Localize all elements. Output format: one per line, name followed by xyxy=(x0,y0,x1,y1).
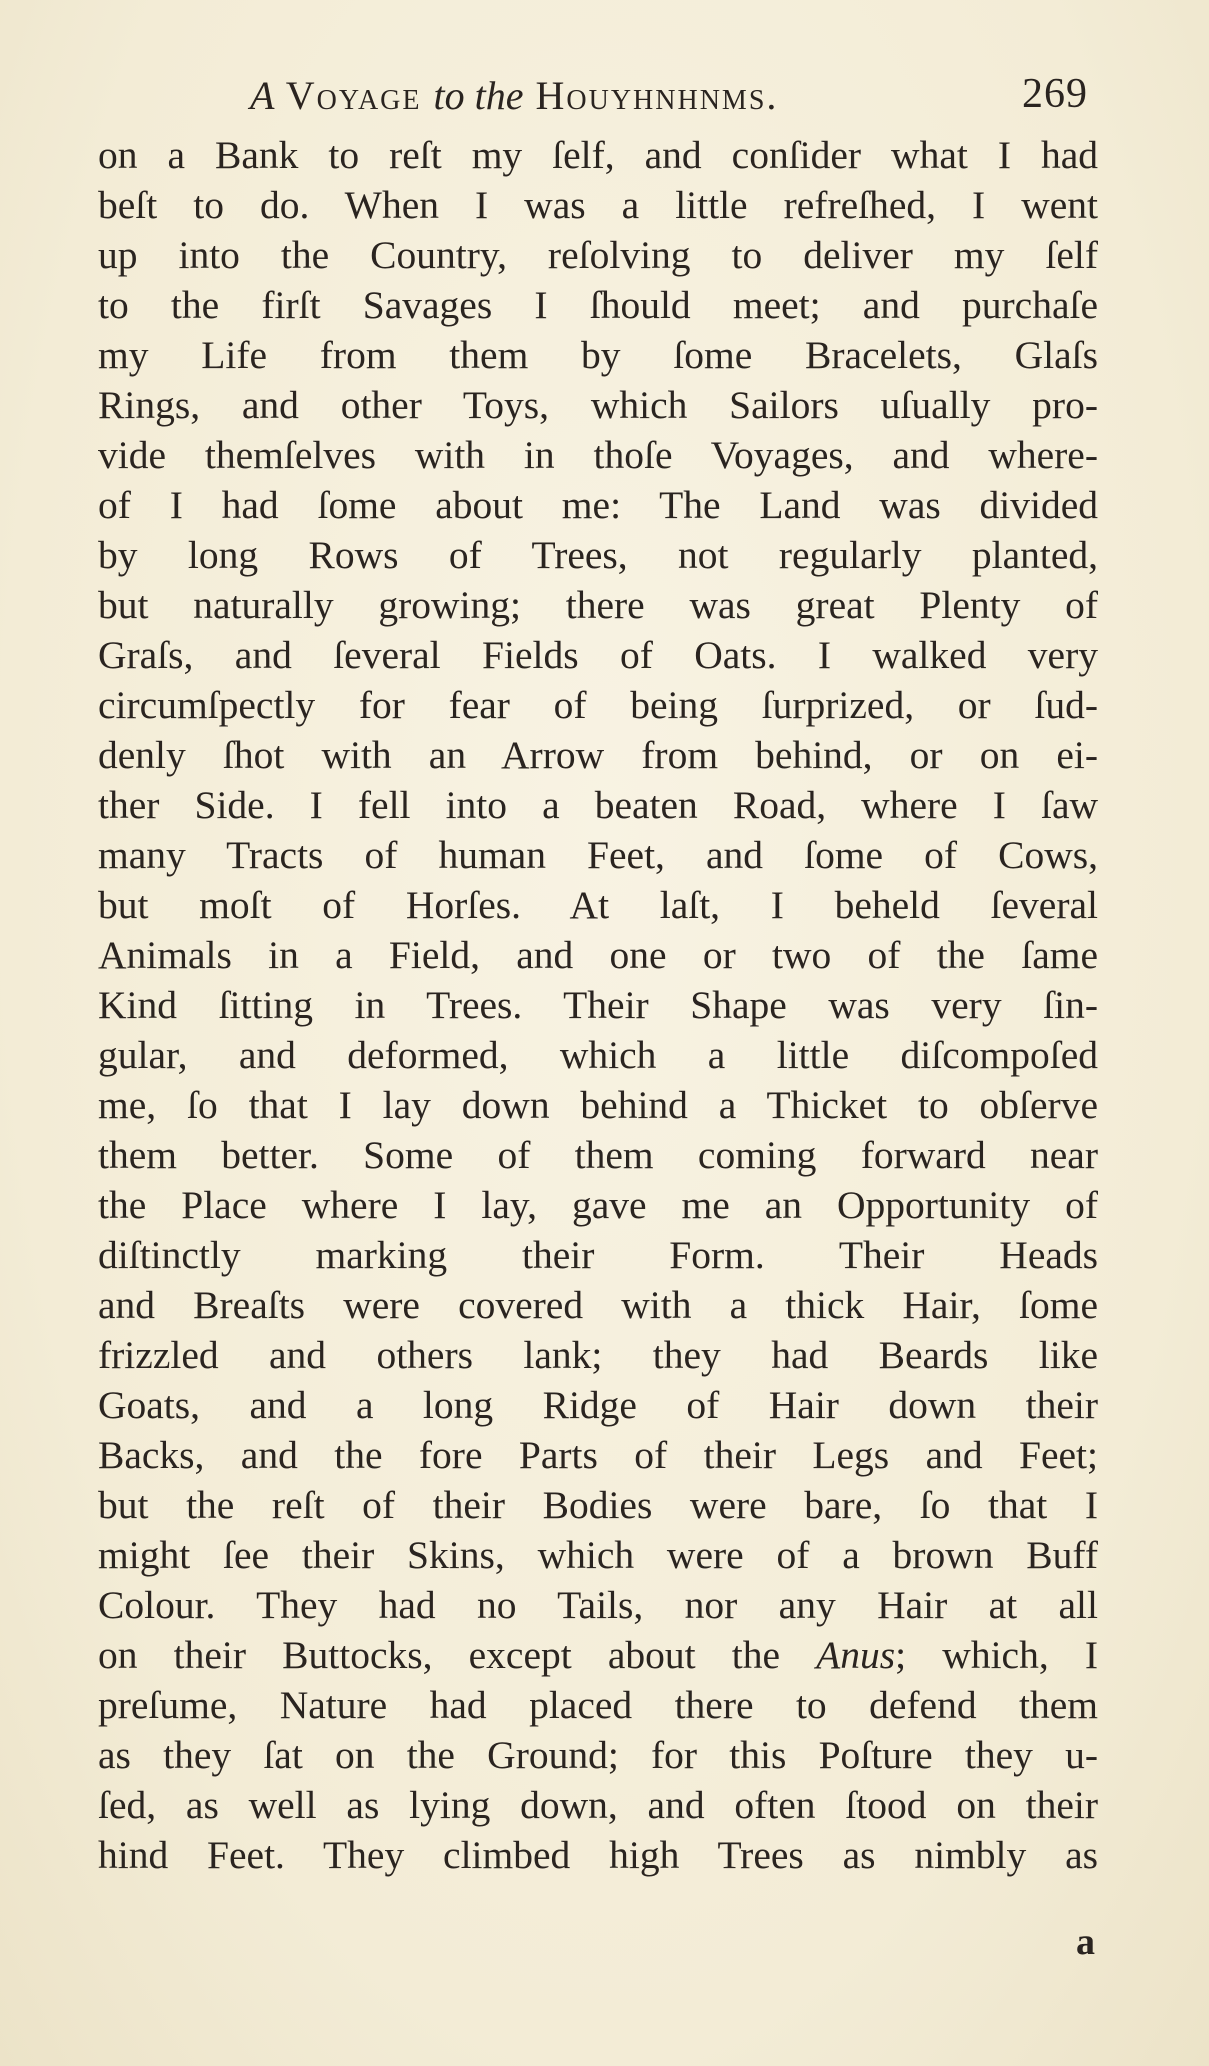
text-line: gular, and deformed, which a little diſcompoſed xyxy=(98,1033,1098,1077)
running-title xyxy=(250,72,778,119)
text-line: hind Feet. They climbed high Trees as nimbly as xyxy=(98,1833,1098,1877)
text-line: them better. Some of them coming forward near xyxy=(98,1133,1098,1177)
text-line: Backs, and the fore Parts of their Legs and Feet; xyxy=(98,1433,1098,1477)
text-line: diſtinctly marking their Form. Their Heads xyxy=(98,1233,1098,1277)
text-line: my Life from them by ſome Bracelets, Glaſs xyxy=(98,333,1098,377)
running-header xyxy=(0,60,1209,120)
text-line: but moſt of Horſes. At laſt, I beheld ſeveral xyxy=(98,883,1098,927)
body-text xyxy=(98,130,1098,1880)
text-line: Animals in a Field, and one or two of the ſame xyxy=(98,933,1098,977)
text-line: Goats, and a long Ridge of Hair down their xyxy=(98,1383,1098,1427)
text-line: by long Rows of Trees, not regularly planted, xyxy=(98,533,1098,577)
text-line: preſume, Nature had placed there to defend them xyxy=(98,1683,1098,1727)
text-line: ther Side. I fell into a beaten Road, where I ſaw xyxy=(98,783,1098,827)
text-line: Kind ſitting in Trees. Their Shape was very ſin- xyxy=(98,983,1098,1027)
text-line: ſed, as well as lying down, and often ſtood on their xyxy=(98,1783,1098,1827)
text-line: up into the Country, reſolving to deliver my ſelf xyxy=(98,233,1098,277)
text-line: beſt to do. When I was a little refreſhed, I went xyxy=(98,183,1098,227)
title-voyage: Voyage xyxy=(285,73,422,118)
text-line: on a Bank to reſt my ſelf, and conſider what I had xyxy=(98,133,1098,177)
title-country: Houyhnhnms. xyxy=(535,73,779,118)
catchword: a xyxy=(1076,1921,1095,1963)
text-line: to the firſt Savages I ſhould meet; and purchaſe xyxy=(98,283,1098,327)
text-segment: ; which, I xyxy=(895,1633,1098,1677)
text-line: and Breaſts were covered with a thick Hair, ſome xyxy=(98,1283,1098,1327)
page-number: 269 xyxy=(1022,71,1088,117)
text-line: but naturally growing; there was great Plenty of xyxy=(98,583,1098,627)
text-line: might ſee their Skins, which were of a brown Buff xyxy=(98,1533,1098,1577)
text-line: Colour. They had no Tails, nor any Hair at all xyxy=(98,1583,1098,1627)
text-line: me, ſo that I lay down behind a Thicket to obſerve xyxy=(98,1083,1098,1127)
text-line: as they ſat on the Ground; for this Poſture they u- xyxy=(98,1733,1098,1777)
text-line-with-italic xyxy=(98,1630,1098,1680)
title-article: A xyxy=(250,73,275,118)
text-line: circumſpectly for fear of being ſurprized, or ſud- xyxy=(98,683,1098,727)
text-line: vide themſelves with in thoſe Voyages, and where- xyxy=(98,433,1098,477)
text-line: many Tracts of human Feet, and ſome of Cows, xyxy=(98,833,1098,877)
text-line: denly ſhot with an Arrow from behind, or on ei- xyxy=(98,733,1098,777)
text-line: Rings, and other Toys, which Sailors uſually pro- xyxy=(98,383,1098,427)
text-line: of I had ſome about me: The Land was divided xyxy=(98,483,1098,527)
text-segment: on their Buttocks, except about the xyxy=(98,1633,817,1677)
text-line: frizzled and others lank; they had Beards like xyxy=(98,1333,1098,1377)
text-line: Graſs, and ſeveral Fields of Oats. I walked very xyxy=(98,633,1098,677)
text-line: but the reſt of their Bodies were bare, ſo that I xyxy=(98,1483,1098,1527)
italic-word: Anus xyxy=(816,1633,896,1677)
text-line: the Place where I lay, gave me an Opportunity of xyxy=(98,1183,1098,1227)
title-to-the: to the xyxy=(433,73,524,118)
